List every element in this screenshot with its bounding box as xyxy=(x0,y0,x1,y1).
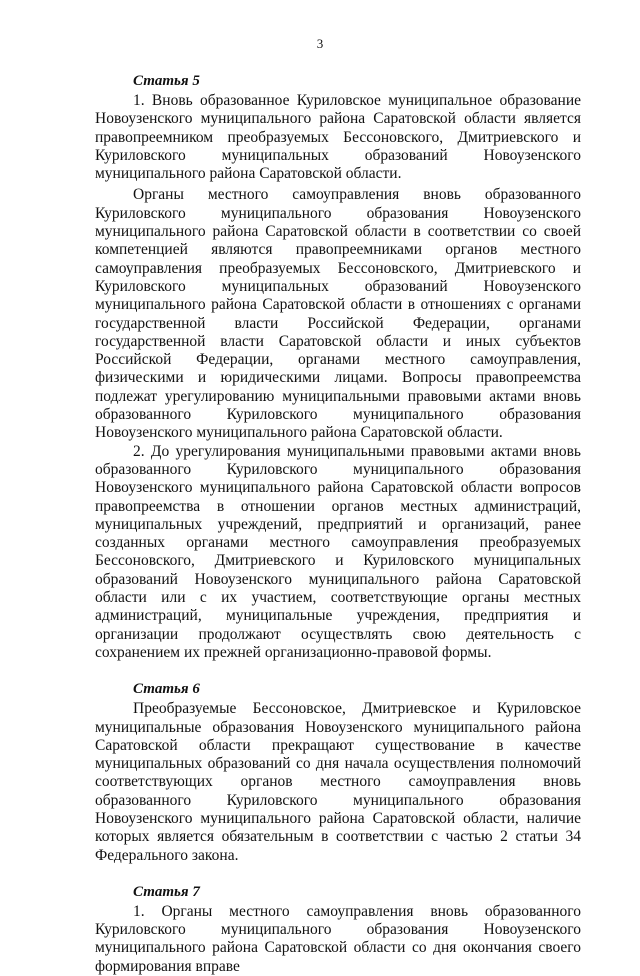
document-body xyxy=(95,72,581,976)
page-number: 3 xyxy=(316,36,324,51)
paragraph: 2. До урегулирования муниципальными правовыми актами вновь образованного Куриловского муниципального образования Новоузенского муниципального района Саратовской области вопросов правопреемства в отношении органов местных администраций, муниципальных учреждений, предприятий и организаций, ранее созданных органами местного самоуправления преобразуемых Бессоновского, Дмитриевского и Куриловского муниципальных образований Новоузенского муниципального района Саратовской области или с их участием, соответствующие органы местных администраций, муниципальные учреждения, предприятия и организации продолжают осуществлять свою деятельность с сохранением их прежней организационно-правовой формы. xyxy=(95,442,581,661)
paragraph: 1. Вновь образованное Куриловское муниципальное образование Новоузенского муниципального района Саратовской области является правопреемником преобразуемых Бессоновского, Дмитриевского и Куриловского муниципальных образований Новоузенского муниципального района Саратовской области. xyxy=(95,92,581,183)
article-5 xyxy=(95,72,581,662)
article-6 xyxy=(95,680,581,865)
paragraph: Преобразуемые Бессоновское, Дмитриевское и Куриловское муниципальные образования Новоузенского муниципального района Саратовской области прекращают существование в качестве муниципальных образований со дня начала осуществления полномочий соответствующих органов местного самоуправления вновь образованного Куриловского муниципального образования Новоузенского муниципального района Саратовской области, наличие которых является обязательным в соответствии с частью 2 статьи 34 Федерального закона. xyxy=(95,700,581,864)
article-heading: Статья 7 xyxy=(133,883,200,900)
article-heading: Статья 6 xyxy=(133,681,200,698)
paragraph: Органы местного самоуправления вновь образованного Куриловского муниципального образования Новоузенского муниципального района Саратовской области в соответствии со своей компетенцией являются правопреемниками органов местного самоуправления преобразуемых Бессоновского, Дмитриевского и Куриловского муниципальных образований Новоузенского муниципального района Саратовской области в отношениях с органами государственной власти Российской Федерации, органами государственной власти Саратовской области и иных субъектов Российской Федерации, органами местного самоуправления, физическими и юридическими лицами. Вопросы правопреемства подлежат урегулированию муниципальными правовыми актами вновь образованного Куриловского муниципального образования Новоузенского муниципального района Саратовской области. xyxy=(95,186,581,442)
paragraph: 1. Органы местного самоуправления вновь образованного Куриловского муниципального образования Новоузенского муниципального района Саратовской области со дня окончания своего формирования вправе xyxy=(95,902,581,975)
article-heading: Статья 5 xyxy=(133,73,200,89)
article-7 xyxy=(95,883,581,976)
